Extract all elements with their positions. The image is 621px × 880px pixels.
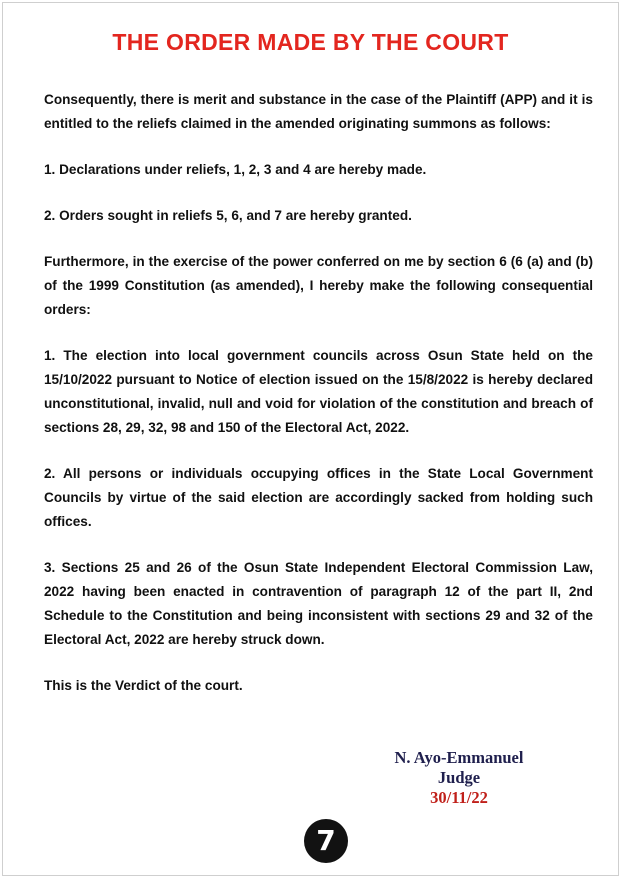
judgment-date: 30/11/22 [430,788,488,807]
paragraph-order-3: 3. Sections 25 and 26 of the Osun State Independent Electoral Commission Law, 2022 having been enacted in contravention of paragraph 12 of the part II, 2nd Schedule to the Constitution and being inconsistent with sections 29 and 32 of the Electoral Act, 2022 are hereby struck down. [44,560,593,647]
paragraph-furthermore: Furthermore, in the exercise of the power conferred on me by section 6 (6 (a) and (b) of the 1999 Constitution (as amended), I hereby make the following consequential orders: [44,254,593,317]
signature-block [359,748,559,808]
paragraph-declarations: 1. Declarations under reliefs, 1, 2, 3 and 4 are hereby made. [44,162,427,177]
page-number-badge: 7 [304,819,348,863]
paragraph-orders-granted: 2. Orders sought in reliefs 5, 6, and 7 are hereby granted. [44,208,412,223]
document-page [2,2,619,876]
page-title: THE ORDER MADE BY THE COURT [112,29,509,55]
paragraph-verdict: This is the Verdict of the court. [44,678,243,693]
judge-name: N. Ayo-Emmanuel [394,748,524,767]
paragraph-order-2: 2. All persons or individuals occupying offices in the State Local Government Councils by virtue of the said election are accordingly sacked from holding such offices. [44,466,593,529]
order-body [44,88,593,720]
judge-role: Judge [437,768,481,787]
paragraph-intro: Consequently, there is merit and substance in the case of the Plaintiff (APP) and it is entitled to the reliefs claimed in the amended originating summons as follows: [44,92,593,131]
paragraph-order-1: 1. The election into local government councils across Osun State held on the 15/10/2022 pursuant to Notice of election issued on the 15/8/2022 is hereby declared unconstitutional, invalid, null and void for violation of the constitution and breach of sections 28, 29, 32, 98 and 150 of the Electoral Act, 2022. [44,348,593,435]
